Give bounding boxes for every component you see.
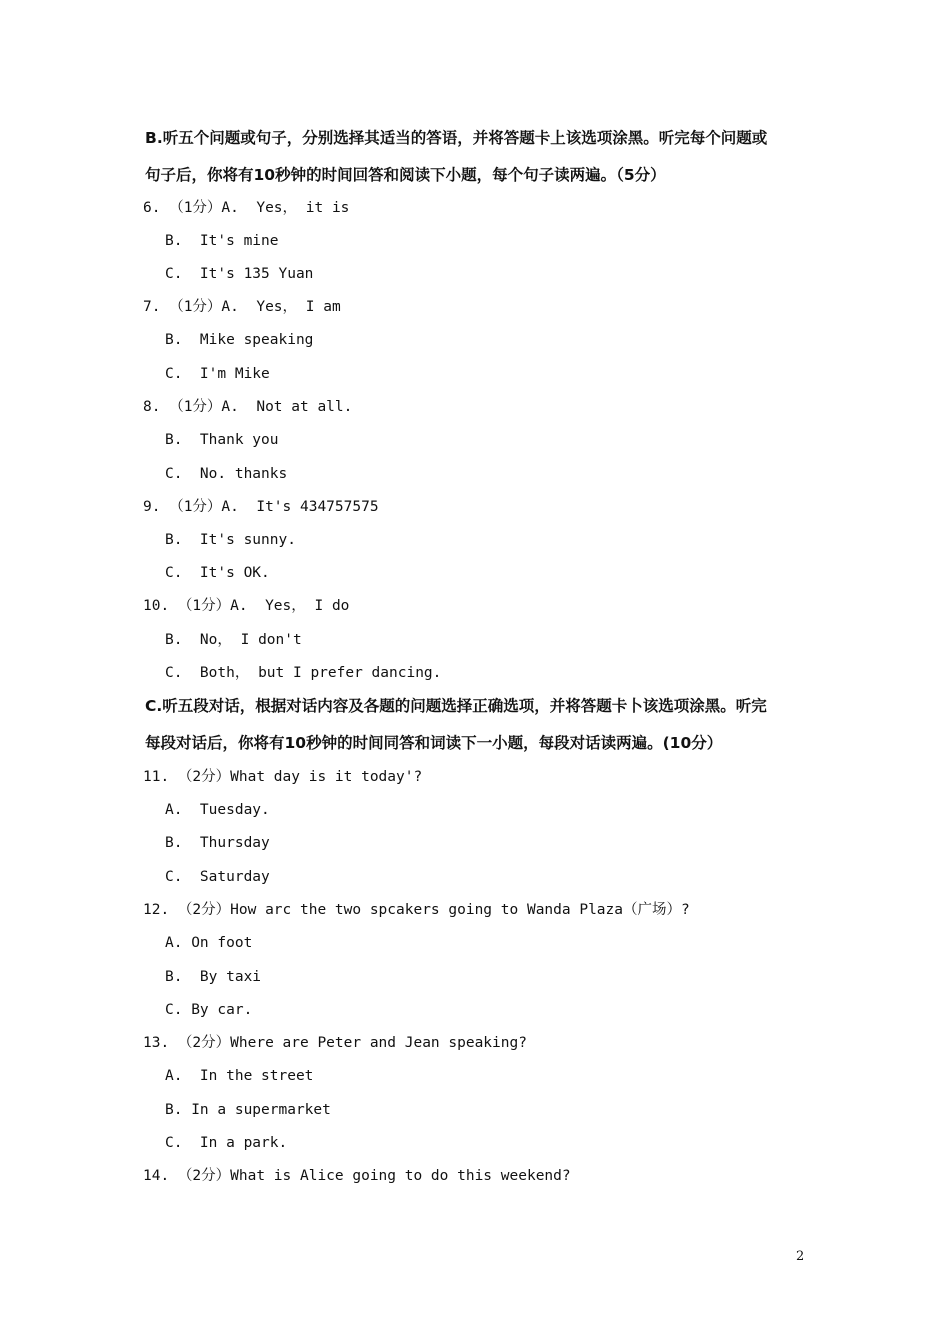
question-13: 13. （2分）Where are Peter and Jean speaking? [143,1035,527,1051]
question-14: 14. （2分）What is Alice going to do this weekend? [143,1168,571,1184]
section-b-heading-line-2: 句子后，你将有10秒钟的时间回答和阅读下小题，每个句子读两遍。（5分） [145,166,666,184]
question-8: 8. （1分）A. Not at all. [143,399,353,415]
question-9-option-b: B. It's sunny. [165,532,296,548]
question-11: 11. （2分）What day is it today'? [143,769,423,785]
question-12-option-a: A. On foot [165,935,253,951]
section-b-heading-line-1: B.听五个问题或句子，分别选择其适当的答语，并将答题卡上该选项涂黑。听完每个问题或 [145,129,768,147]
question-11-option-b: B. Thursday [165,835,270,851]
question-12-option-c: C. By car. [165,1002,253,1018]
question-9-option-c: C. It's OK. [165,565,270,581]
question-13-option-a: A. In the street [165,1068,314,1084]
question-11-option-a: A. Tuesday. [165,802,270,818]
question-10-option-b: B. No， I don't [165,632,302,648]
question-7-option-b: B. Mike speaking [165,332,314,348]
question-10: 10. （1分）A. Yes， I do [143,598,350,614]
question-8-option-b: B. Thank you [165,432,279,448]
page-number: 2 [796,1249,805,1264]
question-12: 12. （2分）How arc the two spcakers going to Wanda Plaza（广场）? [143,902,690,918]
question-6: 6. （1分）A. Yes， it is [143,200,350,216]
question-13-option-b: B. In a supermarket [165,1102,331,1118]
question-8-option-c: C. No. thanks [165,466,288,482]
question-6-option-b: B. It's mine [165,233,279,249]
question-9: 9. （1分）A. It's 434757575 [143,499,379,515]
question-6-option-c: C. It's 135 Yuan [165,266,314,282]
question-12-option-b: B. By taxi [165,969,262,985]
question-7: 7. （1分）A. Yes， I am [143,299,341,315]
question-7-option-c: C. I'm Mike [165,366,270,382]
question-10-option-c: C. Both， but I prefer dancing. [165,665,442,681]
section-c-heading-line-2: 每段对话后，你将有10秒钟的时间同答和词读下一小题，每段对话读两遍。(10分） [145,734,723,752]
question-11-option-c: C. Saturday [165,869,270,885]
section-c-heading-line-1: C.听五段对话，根据对话内容及各题的问题选择正确选项，并将答题卡卜该选项涂黑。听完 [145,697,767,715]
question-13-option-c: C. In a park. [165,1135,288,1151]
